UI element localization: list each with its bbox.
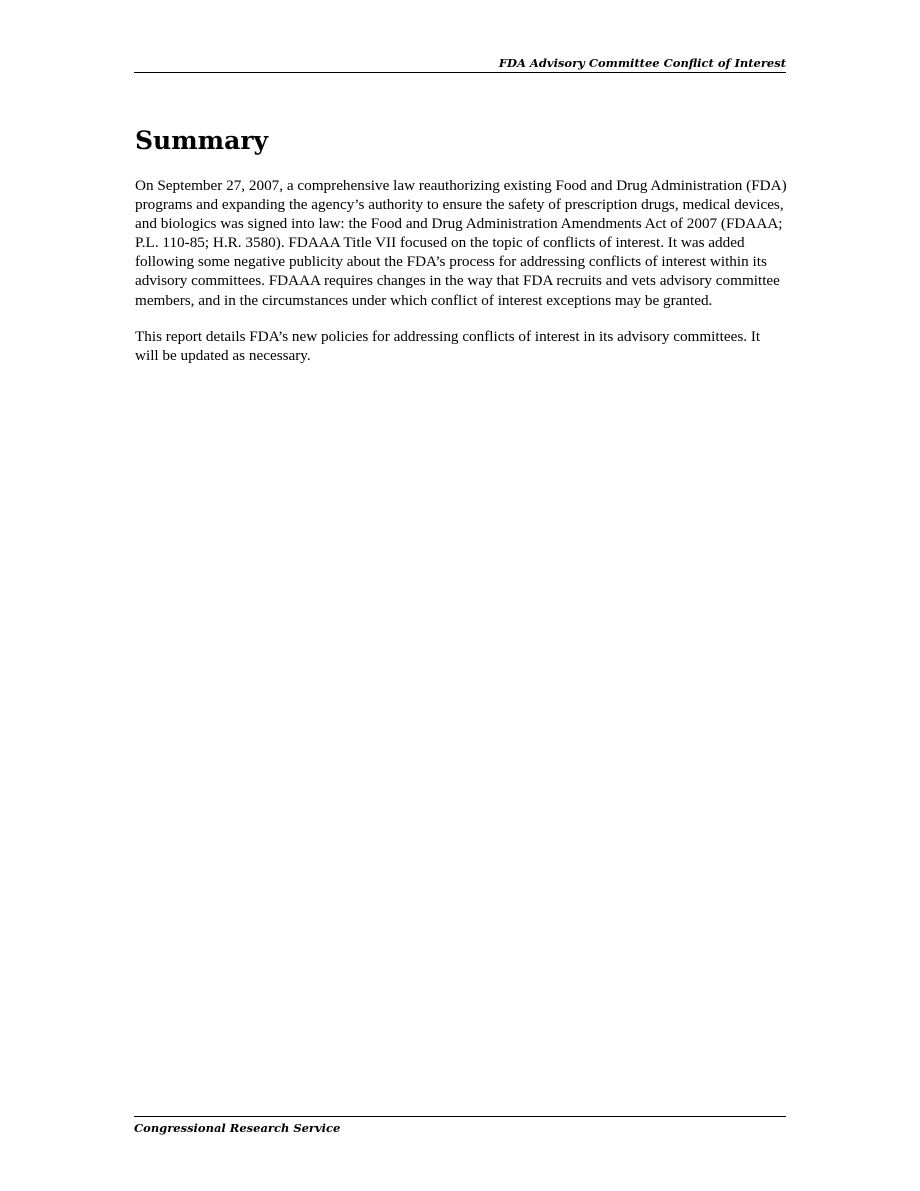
footer-publisher: Congressional Research Service [134,1121,341,1135]
running-header-title: FDA Advisory Committee Conflict of Interest [498,56,786,70]
page-title: Summary [135,126,269,155]
summary-body [135,176,787,382]
summary-paragraph-1: On September 27, 2007, a comprehensive law reauthorizing existing Food and Drug Administration (FDA) programs and expanding the agency’s authority to ensure the safety of prescription drugs, medical devices, and biologics was signed into law: the Food and Drug Administration Amendments Act of 2007 (FDAAA; P.L. 110-85; H.R. 3580). FDAAA Title VII focused on the topic of conflicts of interest. It was added following some negative publicity about the FDA’s process for addressing conflicts of interest within its advisory committees. FDAAA requires changes in the way that FDA recruits and vets advisory committee members, and in the circumstances under which conflict of interest exceptions may be granted. [135,177,787,309]
page-footer [134,1116,786,1135]
summary-paragraph-2: This report details FDA’s new policies for addressing conflicts of interest in its advisory committees. It will be updated as necessary. [135,327,761,364]
page-header [134,56,786,73]
